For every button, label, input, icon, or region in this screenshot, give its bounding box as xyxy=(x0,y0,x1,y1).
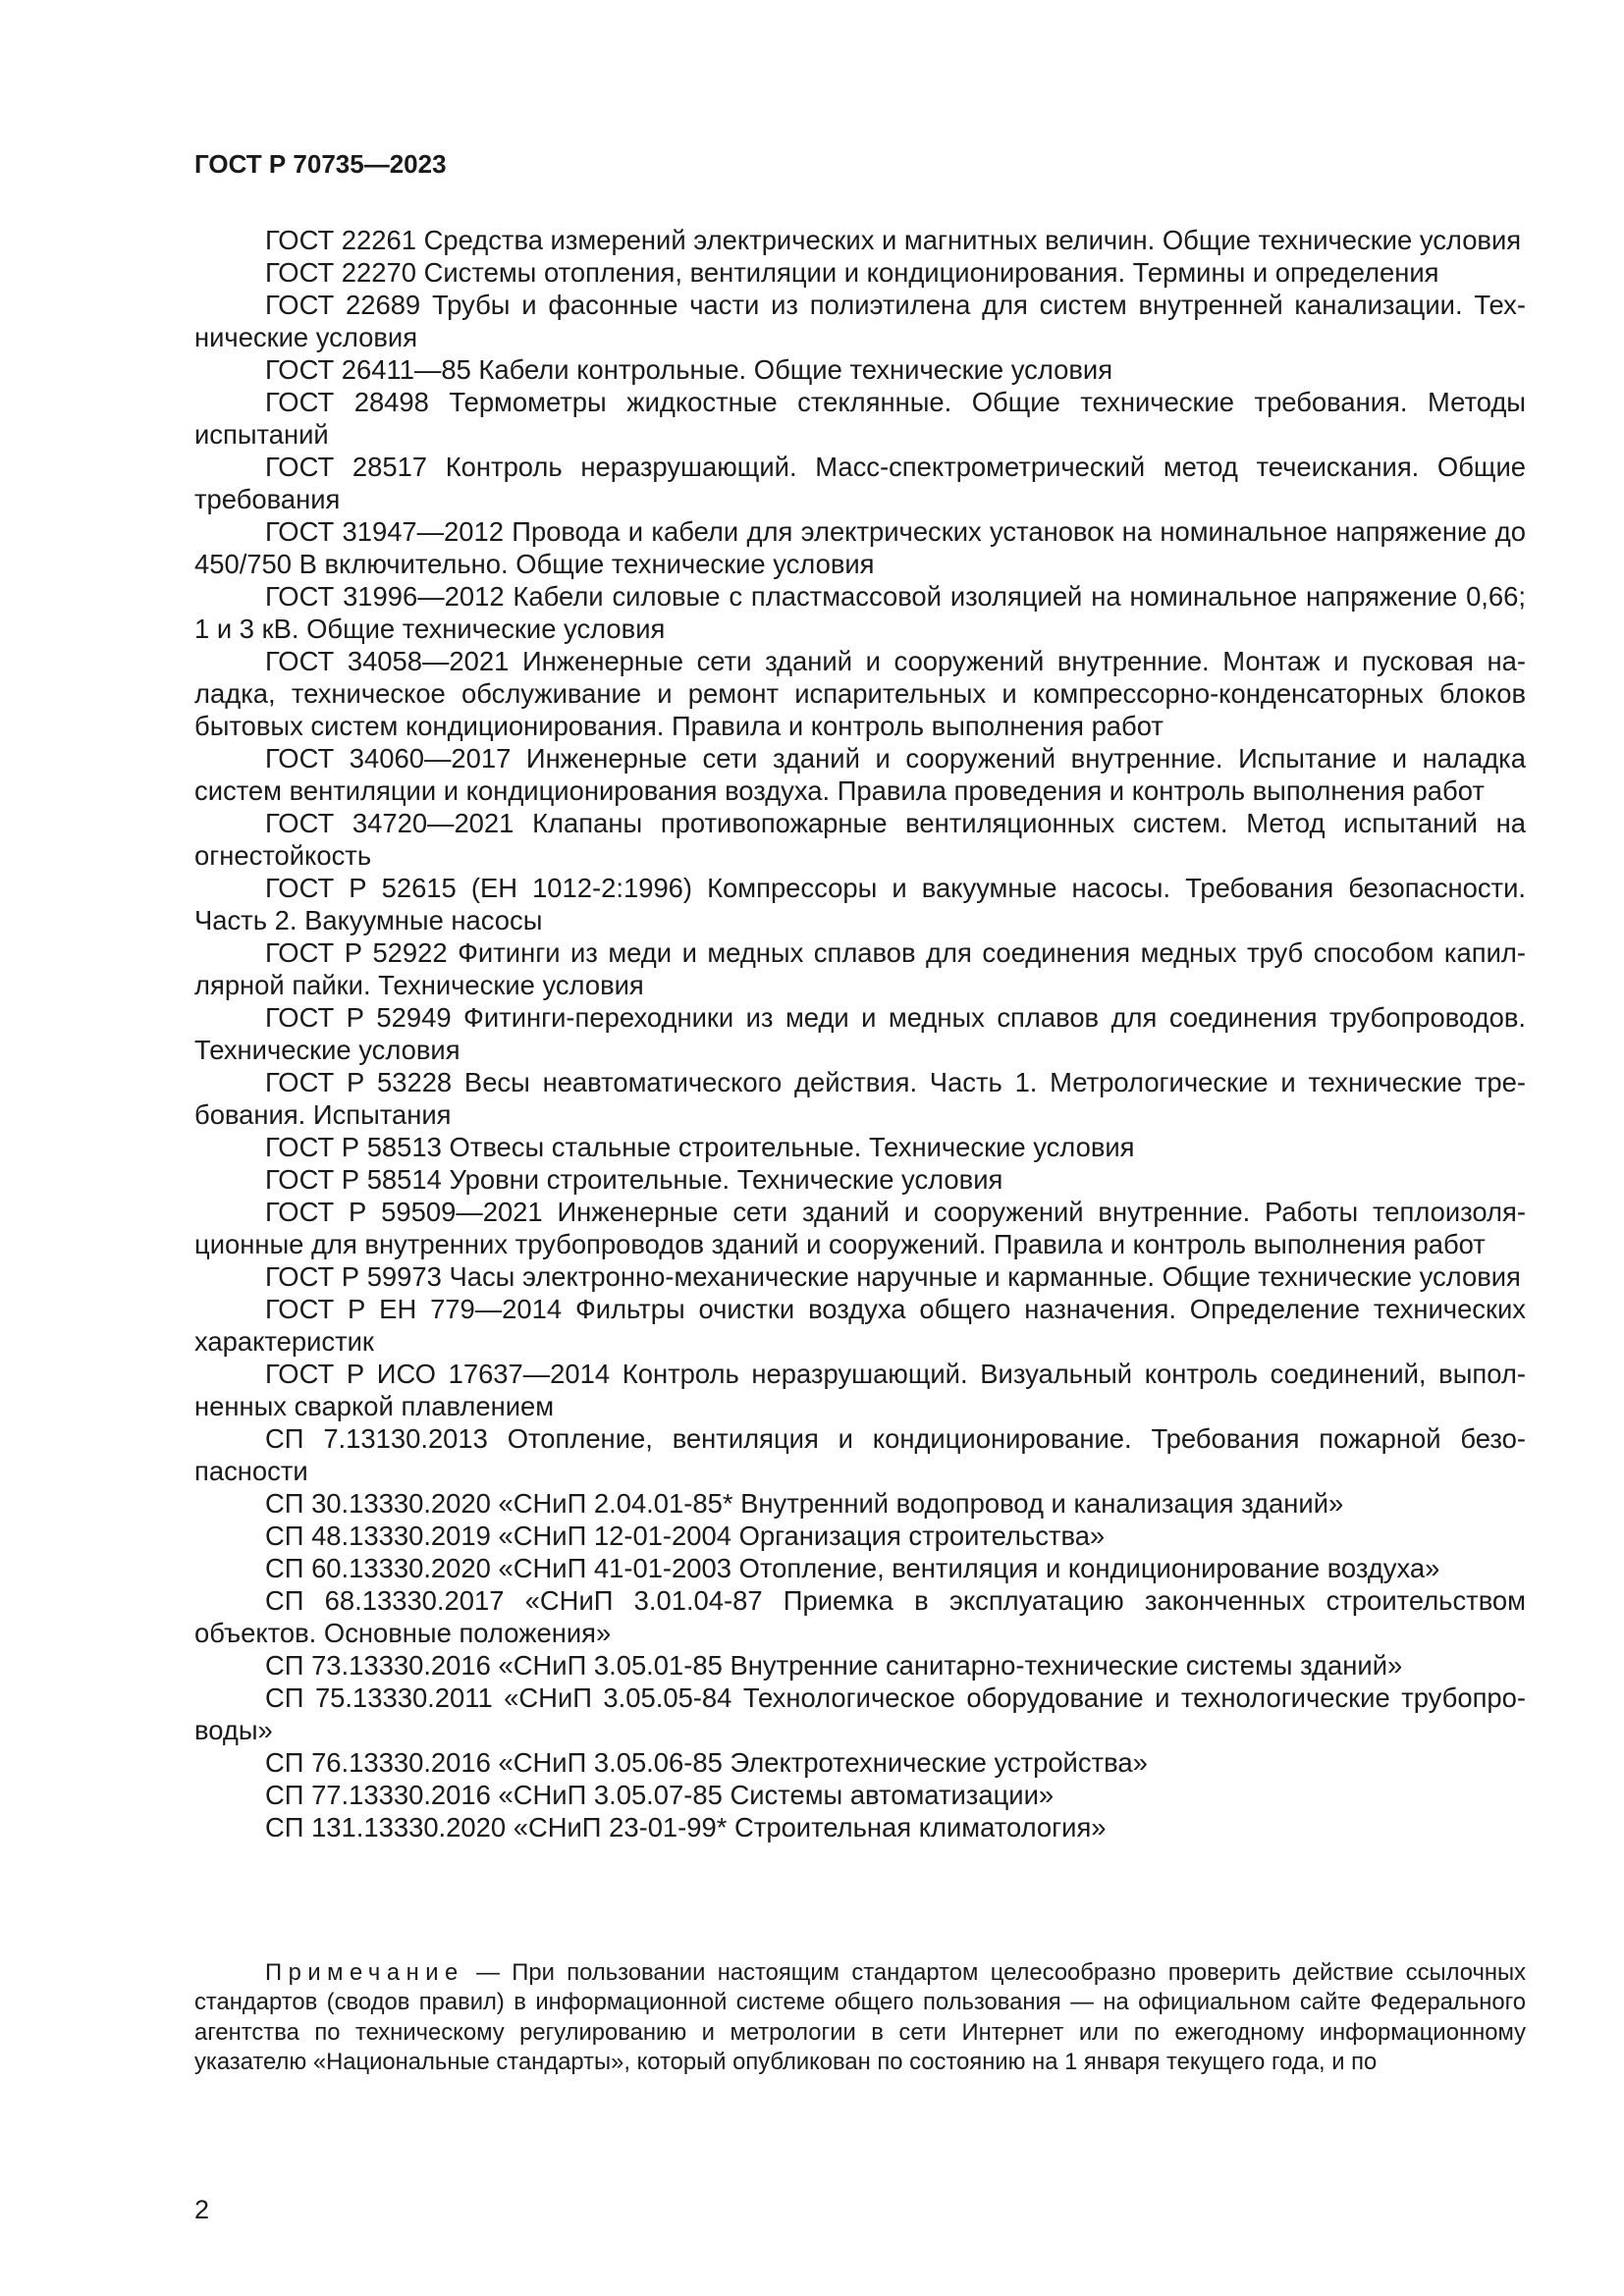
reference-item: ГОСТ Р 59973 Часы электронно-механические наручные и карманные. Общие технические условия xyxy=(265,1261,1521,1292)
reference-item: СП 73.13330.2016 «СНиП 3.05.01-85 Внутренние санитарно-технические системы зданий» xyxy=(265,1650,1403,1681)
reference-item: ГОСТ 22261 Средства измерений электрических и магнитных величин. Общие технические условия xyxy=(265,225,1522,255)
document-header: ГОСТ Р 70735—2023 xyxy=(194,149,447,179)
reference-item: СП 60.13330.2020 «СНиП 41-01-2003 Отопление, вентиляция и кондиционирование воздуха» xyxy=(265,1553,1440,1583)
page-number: 2 xyxy=(194,2195,210,2224)
note-label: Примечание xyxy=(265,1959,464,1986)
reference-item: СП 76.13330.2016 «СНиП 3.05.06-85 Электротехнические устройства» xyxy=(265,1747,1148,1778)
reference-item: ГОСТ 28498 Термометры жидкостные стеклянные. Общие технические требования. Методы испытаний xyxy=(194,387,1526,450)
reference-item: ГОСТ 31947—2012 Провода и кабели для электрических установок на номинальное напряжение до 450/750 В включительно. Общие технические условия xyxy=(194,516,1526,579)
reference-item: ГОСТ Р 52615 (ЕН 1012-2:1996) Компрессоры и вакуумные насосы. Требования безопасности. Часть 2. Вакуумные насосы xyxy=(194,873,1526,935)
reference-item: СП 77.13330.2016 «СНиП 3.05.07-85 Системы автоматизации» xyxy=(265,1780,1055,1810)
note-paragraph xyxy=(194,1958,1526,2077)
reference-item: ГОСТ 34058—2021 Инженерные сети зданий и сооружений внутренние. Монтаж и пусковая наладка, техническое обслуживание и ремонт испарительных и компрессорно-конденсаторных блоков бытовых систем кондиционирования. Правила и контроль выполнения работ xyxy=(194,646,1526,741)
reference-item: ГОСТ Р 58513 Отвесы стальные строительные. Технические условия xyxy=(265,1132,1135,1162)
note-text: — При пользовании настоящим стандартом целесообразно проверить действие ссылочных стандартов (сводов правил) в информационной системе общего пользования — на официальном сайте Федерального агентства по техническому регулированию и метрологии в сети Интернет или по ежегодному информационному указателю «Национальные стандарты», который опубликован по состоянию на 1 января текущего года, и по xyxy=(194,1959,1526,2075)
reference-item: СП 68.13330.2017 «СНиП 3.01.04-87 Приемка в эксплуатацию законченных строительством объектов. Основные положения» xyxy=(194,1585,1526,1648)
reference-item: ГОСТ 34060—2017 Инженерные сети зданий и сооружений внутренние. Испытание и наладка систем вентиляции и кондиционирования воздуха. Правила проведения и контроль выполнения работ xyxy=(194,743,1526,806)
normative-references-list xyxy=(194,224,1526,1843)
reference-item: СП 48.13330.2019 «СНиП 12-01-2004 Организация строительства» xyxy=(265,1521,1106,1551)
reference-item: СП 131.13330.2020 «СНиП 23-01-99* Строительная климатология» xyxy=(265,1812,1107,1842)
reference-item: ГОСТ Р 58514 Уровни строительные. Технические условия xyxy=(265,1164,1003,1195)
reference-item: СП 30.13330.2020 «СНиП 2.04.01-85* Внутренний водопровод и канализация зданий» xyxy=(265,1488,1344,1519)
reference-item: ГОСТ Р ЕН 779—2014 Фильтры очистки воздуха общего назначения. Определение технических характеристик xyxy=(194,1294,1526,1357)
reference-item: ГОСТ 22689 Трубы и фасонные части из полиэтилена для систем внутренней канализации. Технические условия xyxy=(194,290,1526,352)
reference-item: ГОСТ Р 53228 Весы неавтоматического действия. Часть 1. Метрологические и технические требования. Испытания xyxy=(194,1067,1526,1130)
reference-item: ГОСТ Р 52922 Фитинги из меди и медных сплавов для соединения медных труб способом капиллярной пайки. Технические условия xyxy=(194,937,1526,1000)
reference-item: ГОСТ 26411—85 Кабели контрольные. Общие технические условия xyxy=(265,354,1113,385)
reference-item: ГОСТ Р 52949 Фитинги-переходники из меди и медных сплавов для соединения трубопроводов. Технические условия xyxy=(194,1002,1526,1065)
reference-item: СП 75.13330.2011 «СНиП 3.05.05-84 Технологическое оборудование и технологические трубопроводы» xyxy=(194,1682,1526,1745)
reference-item: ГОСТ 31996—2012 Кабели силовые с пластмассовой изоляцией на номинальное напряжение 0,66; 1 и 3 кВ. Общие технические условия xyxy=(194,581,1526,644)
reference-item: СП 7.13130.2013 Отопление, вентиляция и кондиционирование. Требования пожарной безопасности xyxy=(194,1423,1526,1486)
reference-item: ГОСТ 22270 Системы отопления, вентиляции и кондиционирования. Термины и определения xyxy=(265,257,1439,288)
reference-item: ГОСТ 34720—2021 Клапаны противопожарные вентиляционных систем. Метод испытаний на огнестойкость xyxy=(194,808,1526,871)
reference-item: ГОСТ Р 59509—2021 Инженерные сети зданий и сооружений внутренние. Работы теплоизоляционные для внутренних трубопроводов зданий и сооружений. Правила и контроль выполнения работ xyxy=(194,1197,1526,1259)
reference-item: ГОСТ 28517 Контроль неразрушающий. Масс-спектрометрический метод течеискания. Общие требования xyxy=(194,452,1526,514)
reference-item: ГОСТ Р ИСО 17637—2014 Контроль неразрушающий. Визуальный контроль соединений, выполненных сваркой плавлением xyxy=(194,1359,1526,1421)
